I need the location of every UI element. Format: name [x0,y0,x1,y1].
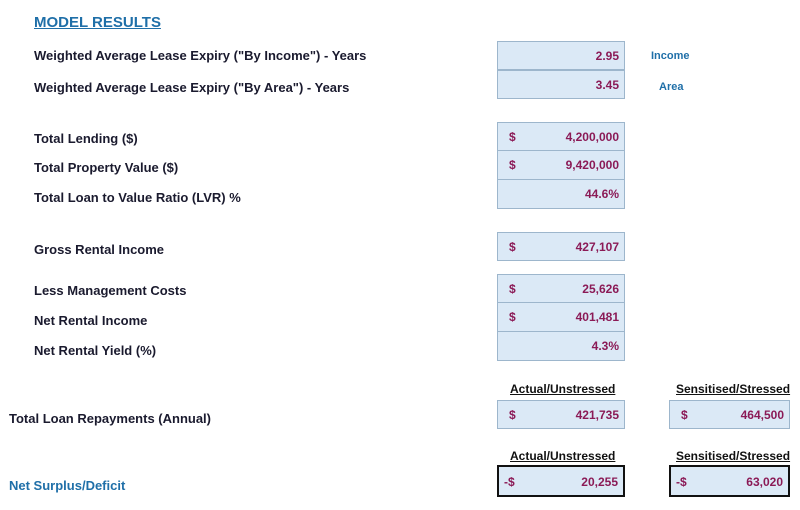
currency-symbol: $ [509,310,516,324]
net-surplus-deficit-label: Net Surplus/Deficit [9,478,126,493]
actual-unstressed-header: Actual/Unstressed [510,449,616,463]
net-rental-income-cell[interactable] [497,303,625,332]
management-costs-value: 25,626 [582,282,619,296]
sensitised-stressed-header: Sensitised/Stressed [676,382,791,396]
wale-area-label: Weighted Average Lease Expiry ("By Area") - Years [34,80,350,95]
loan-repayments-actual-cell[interactable] [497,400,625,429]
net-surplus-stressed-value: 63,020 [746,475,783,489]
net-surplus-stressed-cell[interactable] [669,465,790,497]
wale-income-value: 2.95 [595,49,619,63]
management-costs-label: Less Management Costs [34,283,187,298]
currency-symbol: $ [509,158,516,172]
management-costs-cell[interactable] [497,274,625,303]
wale-income-cell[interactable] [497,41,625,70]
currency-symbol: $ [681,408,688,422]
net-rental-yield-cell[interactable] [497,332,625,361]
loan-repayments-label: Total Loan Repayments (Annual) [9,411,211,426]
currency-symbol: $ [509,130,516,144]
lvr-cell[interactable] [497,180,625,209]
net-rental-yield-label: Net Rental Yield (%) [34,343,157,358]
actual-unstressed-header: Actual/Unstressed [510,382,616,396]
currency-symbol: $ [509,408,516,422]
net-rental-income-value: 401,481 [575,310,619,324]
lvr-value: 44.6% [584,187,619,201]
total-property-value-cell[interactable] [497,151,625,180]
net-surplus-actual-cell[interactable] [497,465,625,497]
currency-symbol: -$ [504,475,515,489]
loan-repayments-actual-value: 421,735 [575,408,619,422]
currency-symbol: $ [509,240,516,254]
total-lending-cell[interactable] [497,122,625,151]
sensitised-stressed-header: Sensitised/Stressed [676,449,791,463]
lvr-label: Total Loan to Value Ratio (LVR) % [34,190,241,205]
gross-rental-income-value: 427,107 [575,240,619,254]
page-title: MODEL RESULTS [34,14,161,31]
total-lending-label: Total Lending ($) [34,131,138,146]
income-tag: Income [651,50,690,62]
net-rental-yield-value: 4.3% [591,339,619,353]
loan-repayments-stressed-cell[interactable] [669,400,790,429]
gross-rental-income-label: Gross Rental Income [34,242,165,257]
area-tag: Area [659,81,684,93]
total-lending-value: 4,200,000 [565,130,619,144]
wale-income-label: Weighted Average Lease Expiry ("By Income") - Years [34,48,367,63]
total-property-value-value: 9,420,000 [565,158,619,172]
loan-repayments-stressed-value: 464,500 [740,408,784,422]
net-rental-income-label: Net Rental Income [34,313,148,328]
net-surplus-actual-value: 20,255 [581,475,618,489]
total-property-value-label: Total Property Value ($) [34,160,179,175]
wale-area-value: 3.45 [595,78,619,92]
currency-symbol: -$ [676,475,687,489]
wale-area-cell[interactable] [497,70,625,99]
gross-rental-income-cell[interactable] [497,232,625,261]
currency-symbol: $ [509,282,516,296]
